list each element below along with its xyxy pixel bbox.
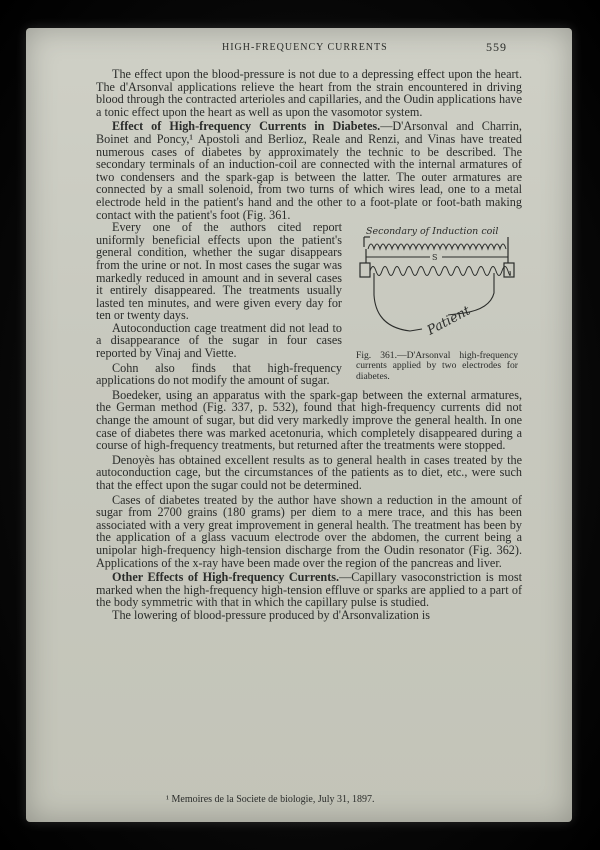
label-induction-coil: Secondary of Induction coil — [366, 226, 499, 238]
label-spark-gap: S — [432, 253, 438, 263]
figure-361 — [352, 223, 522, 382]
secondary-coil — [368, 244, 506, 249]
heading-diabetes: Effect of High-frequency Currents in Diabetes. — [112, 119, 381, 134]
condenser-right — [504, 263, 514, 277]
book-page — [26, 28, 572, 822]
paragraph-intro: The effect upon the blood-pressure is not due to a depressing effect upon the heart. The d'Arsonval applications relieve the heart from the strain encountered in driving blood through the contracted arterioles and capillaries, and the Oudin applications have a tonic effect upon the heart as well as upon the vasomotor system. — [96, 67, 522, 119]
label-patient: Patient — [424, 303, 474, 339]
running-title: HIGH-FREQUENCY CURRENTS — [222, 42, 388, 53]
paragraph-boedeker: Boedeker, using an apparatus with the spark-gap between the external armatures, the German method (Fig. 337, p. 532), found that high-frequency currents did not change the amount of sugar, but did very markedly improve the general health. In one case of diabetes there was marked acetonuria, which completely disappeared during a course of high-frequency treatments, but returned after the treatments were stopped. — [96, 387, 522, 453]
solenoid — [370, 267, 510, 276]
condenser-left — [360, 263, 370, 277]
page-number: 559 — [486, 40, 507, 54]
footnote: ¹ Memoires de la Societe de biologie, July 31, 1897. — [166, 794, 375, 805]
paragraph-every-one: Every one of the authors cited report uniformly beneficial effects upon the patient's general condition, whether the sugar disappears from the urine or not. In most cases the sugar was markedly reduced in amount and in several cases it entirely disappeared. The treatments usually lasted ten minutes, and were given every day for ten or twenty days. — [96, 220, 342, 323]
paragraph-cohn: Cohn also finds that high-frequency applications do not modify the amount of sugar. — [96, 360, 342, 388]
body-text — [96, 68, 522, 622]
diabetes-body: —D'Arsonval and Charrin, Boinet and Poncy,¹ Apostoli and Berlioz, Reale and Renzi, and Vinas have treated numerous cases of diabetes by approximately the technic to be described. The secondary terminals of an induction-coil are connected with the internal armatures of two condensers and the spark-gap is between the latter. The outer armatures are connected by a small solenoid, from two turns of which wires lead, one to a metal electrode held in the patient's hand and the other to a foot-plate or foot-bath making contact with the patient's foot (Fig. 361. — [96, 119, 522, 222]
circuit-diagram — [352, 223, 522, 351]
heading-other-effects: Other Effects of High-frequency Currents. — [112, 570, 340, 585]
paragraph-author-cases: Cases of diabetes treated by the author have shown a reduction in the amount of sugar from 2700 grains (180 grams) per diem to a mere trace, and this has been associated with a very great improvement in general health. The treatment has been by the application of a glass vacuum electrode over the abdomen, the current being a unipolar high-frequency high-tension discharge from the Oudin resonator (Fig. 362). Applications of the x-ray have been made over the region of the pancreas and liver. — [96, 492, 522, 570]
paragraph-diabetes — [96, 120, 522, 221]
paragraph-lowering: The lowering of blood-pressure produced by d'Arsonvalization is — [112, 607, 430, 622]
figure-caption: Fig. 361.—D'Arsonval high-frequency currents applied by two electrodes for diabetes. — [356, 350, 518, 382]
other-effects-body: —Capillary vasoconstriction is most marked when the high-frequency high-tension effluve or sparks are applied to a part of the body symmetric with that in which the capillary pulse is studied. — [96, 570, 522, 610]
paragraph-other-effects — [96, 571, 522, 609]
paragraph-denoyes: Denoyès has obtained excellent results as to general health in cases treated by the autoconduction cage, but the circumstances of the patients as to diet, etc., were such that the effect upon the sugar could not be determined. — [96, 452, 522, 492]
paragraph-autoconduction: Autoconduction cage treatment did not lead to a disappearance of the sugar in four cases reported by Vinaj and Viette. — [96, 320, 342, 361]
